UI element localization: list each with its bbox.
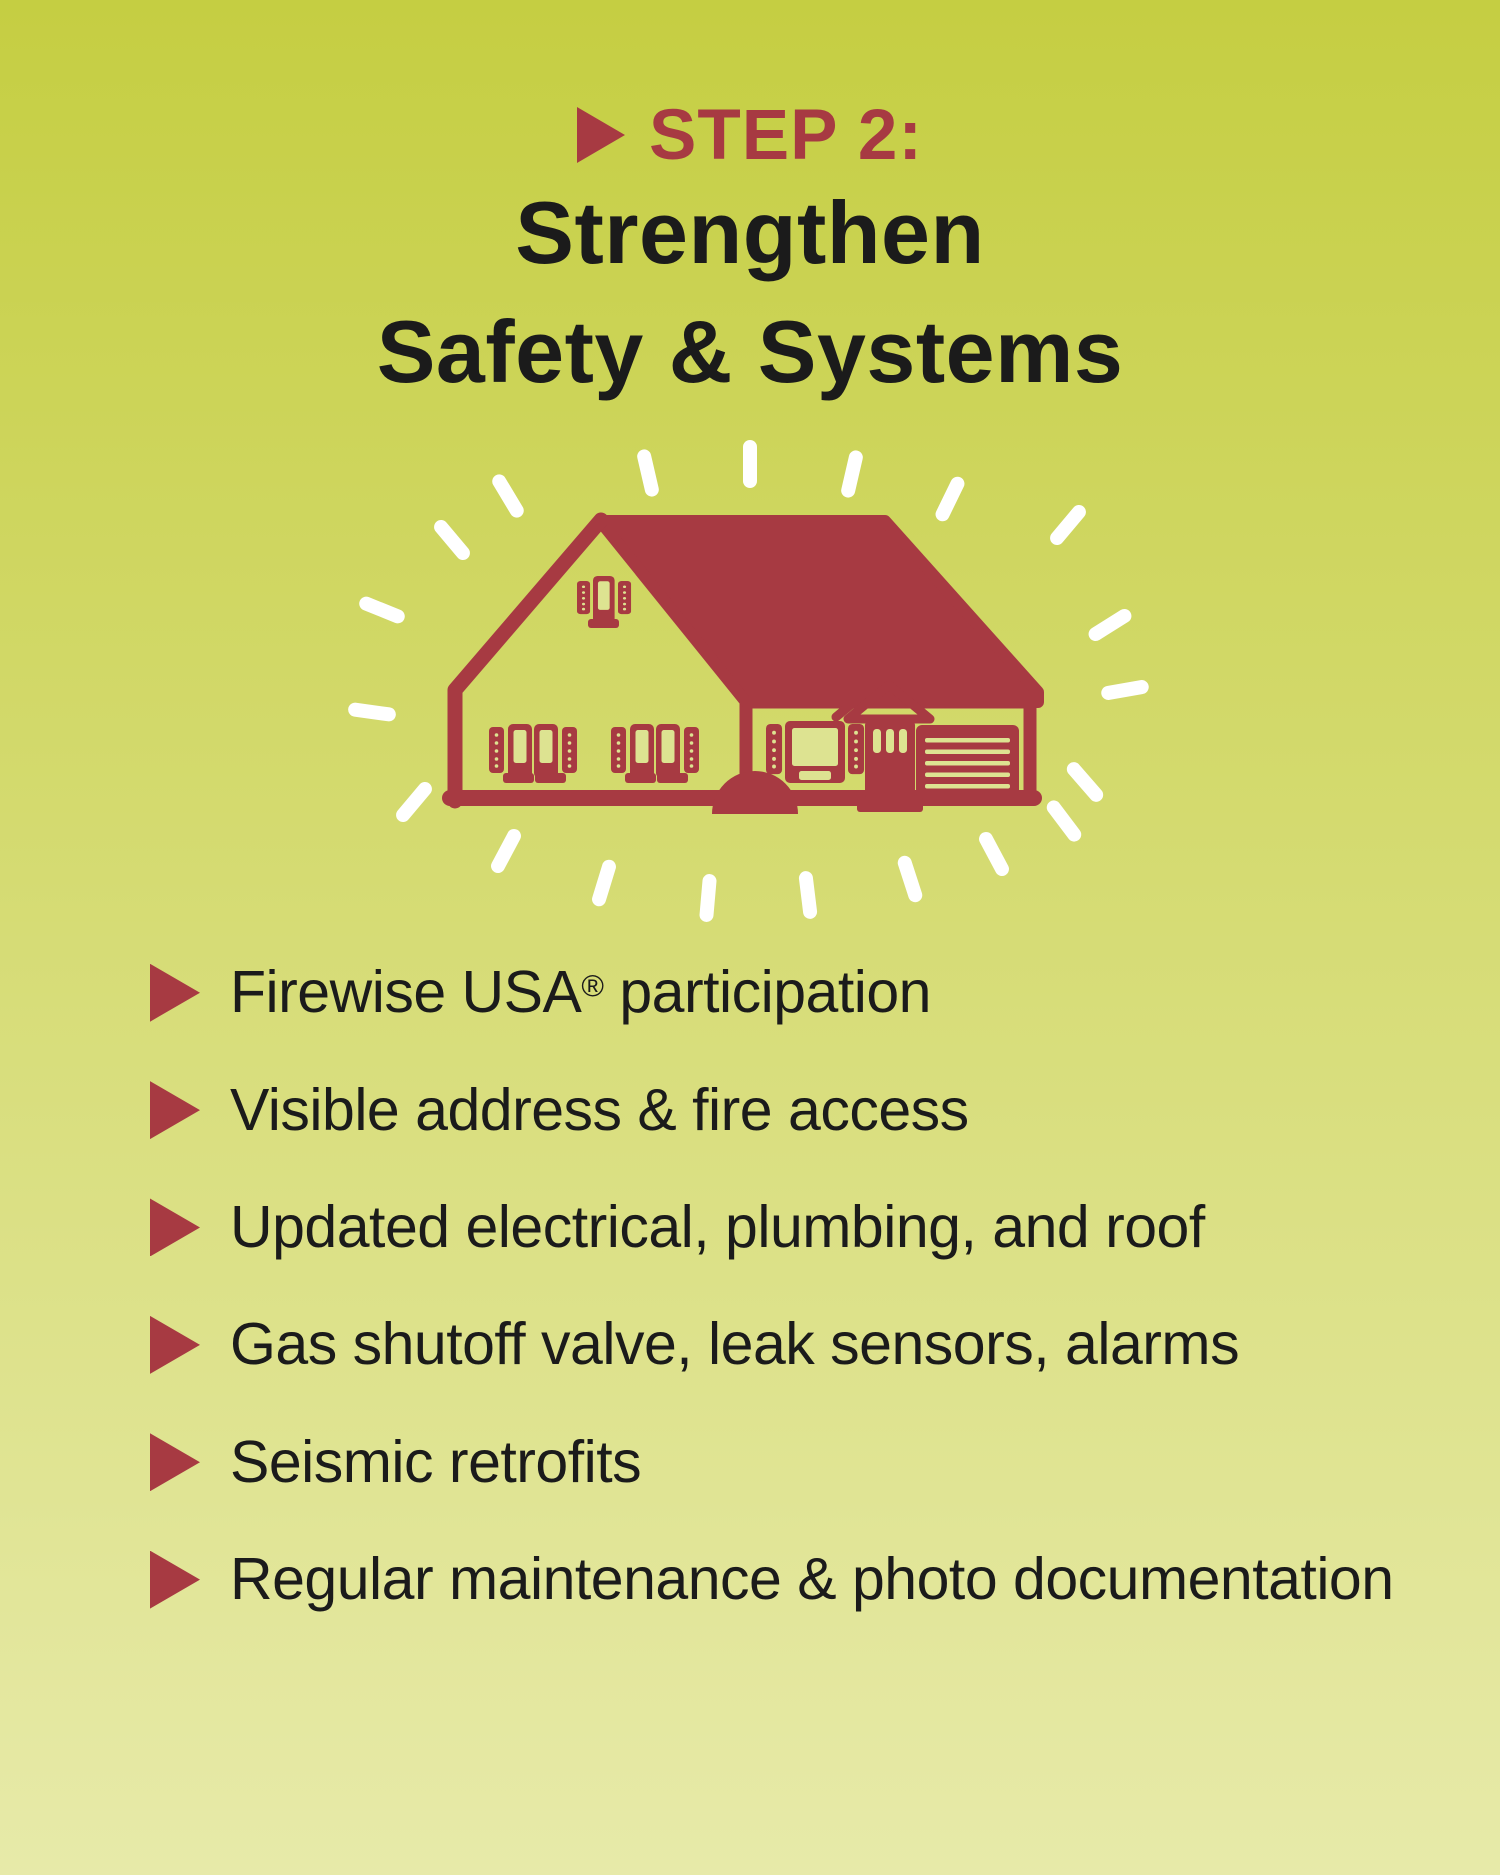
right-triangle-icon bbox=[150, 1316, 200, 1374]
right-triangle-icon bbox=[577, 107, 625, 163]
list-item bbox=[150, 1521, 1394, 1638]
list-item-text: Updated electrical, plumbing, and roof bbox=[230, 1193, 1205, 1260]
right-triangle-icon bbox=[150, 964, 200, 1022]
list-item bbox=[150, 934, 1394, 1051]
list-item bbox=[150, 1169, 1394, 1286]
list-item-text: Regular maintenance & photo documentation bbox=[230, 1546, 1394, 1613]
title-line-2: Safety & Systems bbox=[376, 301, 1124, 401]
list-item-text: Gas shutoff valve, leak sensors, alarms bbox=[230, 1311, 1240, 1378]
list-item bbox=[150, 1051, 1394, 1168]
list-item bbox=[150, 1286, 1394, 1403]
list-item-text: Visible address & fire access bbox=[230, 1076, 969, 1143]
right-triangle-icon bbox=[150, 1433, 200, 1491]
step-kicker bbox=[0, 95, 1500, 175]
step-kicker-label: STEP 2: bbox=[648, 95, 923, 175]
right-triangle-icon bbox=[150, 1081, 200, 1139]
right-triangle-icon bbox=[150, 1198, 200, 1256]
page-title bbox=[0, 174, 1500, 412]
list-item bbox=[150, 1404, 1394, 1521]
list-item-text: Firewise USA® participation bbox=[230, 959, 931, 1026]
checklist bbox=[150, 934, 1394, 1638]
house-icon bbox=[450, 520, 1038, 814]
list-item-text: Seismic retrofits bbox=[230, 1428, 642, 1495]
registered-mark: ® bbox=[581, 968, 604, 1004]
sun-rays-icon bbox=[347, 440, 1150, 923]
title-line-1: Strengthen bbox=[515, 183, 985, 282]
right-triangle-icon bbox=[150, 1551, 200, 1609]
